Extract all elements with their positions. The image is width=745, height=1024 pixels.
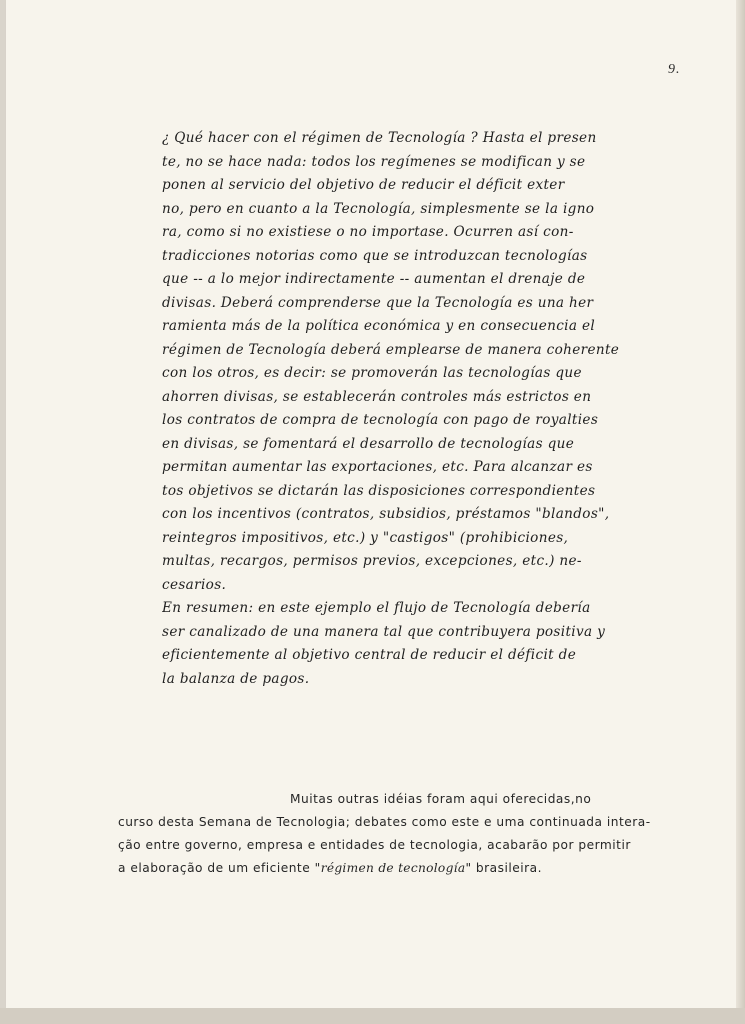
text-line: ramienta más de la política económica y en consecuencia el	[162, 318, 596, 334]
text-line: cesarios.	[162, 576, 227, 593]
paragraph-tecnologia-regimen	[162, 127, 692, 597]
text-line-final	[118, 857, 698, 880]
text-line: curso desta Semana de Tecnologia; debates como este e uma continuada intera-	[118, 815, 651, 829]
text-line: con los otros, es decir: se promoverán las tecnologías que	[162, 365, 582, 381]
text-fragment: a elaboração de um eficiente "	[118, 861, 321, 875]
text-line: ahorren divisas, se establecerán controles más estrictos en	[162, 388, 592, 405]
text-line: ser canalizado de una manera tal que contribuyera positiva y	[162, 623, 606, 640]
page-number: 9.	[668, 62, 681, 77]
text-line: ¿ Qué hacer con el régimen de Tecnología ? Hasta el presen	[162, 130, 597, 146]
page-edge-bottom	[0, 1008, 745, 1024]
text-line: tradicciones notorias como que se introduzcan tecnologías	[162, 247, 588, 264]
text-line: que -- a lo mejor indirectamente -- aumentan el drenaje de	[162, 271, 586, 287]
text-line: no, pero en cuanto a la Tecnología, simplesmente se la igno	[162, 200, 595, 217]
page-edge-right	[736, 0, 745, 1024]
text-line: ção entre governo, empresa e entidades de tecnologia, acabarão por permitir	[118, 838, 631, 852]
text-line: En resumen: en este ejemplo el flujo de Tecnología debería	[162, 600, 591, 616]
text-line: ponen al servicio del objetivo de reducir el déficit exter	[162, 177, 565, 193]
text-line: divisas. Deberá comprenderse que la Tecnología es una her	[162, 294, 594, 311]
text-line: reintegros impositivos, etc.) y "castigos" (prohibiciones,	[162, 529, 569, 546]
text-line: Muitas outras idéias foram aqui oferecidas,no	[290, 792, 592, 806]
text-line: con los incentivos (contratos, subsidios, préstamos "blandos",	[162, 506, 610, 522]
text-line: tos objetivos se dictarán las disposiciones correspondientes	[162, 482, 596, 499]
text-line: los contratos de compra de tecnología con pago de royalties	[162, 412, 599, 428]
text-line: ra, como si no existiese o no importase. Ocurren así con-	[162, 224, 574, 240]
regimen-phrase: régimen de tecnología	[320, 861, 466, 875]
text-line: en divisas, se fomentará el desarrollo de tecnologías que	[162, 435, 575, 452]
text-line: régimen de Tecnología deberá emplearse de manera coherente	[162, 341, 620, 358]
text-line: multas, recargos, permisos previos, excepciones, etc.) ne-	[162, 553, 582, 569]
text-line: permitan aumentar las exportaciones, etc. Para alcanzar es	[162, 459, 593, 475]
text-line: te, no se hace nada: todos los regímenes se modifican y se	[162, 153, 586, 170]
closing-paragraph	[118, 788, 698, 880]
paragraph-resumen	[162, 597, 692, 691]
text-fragment: " brasileira.	[465, 861, 542, 875]
document-page	[6, 0, 736, 1008]
text-line: la balanza de pagos.	[162, 670, 310, 687]
text-line: eficientemente al objetivo central de reducir el déficit de	[162, 647, 577, 663]
